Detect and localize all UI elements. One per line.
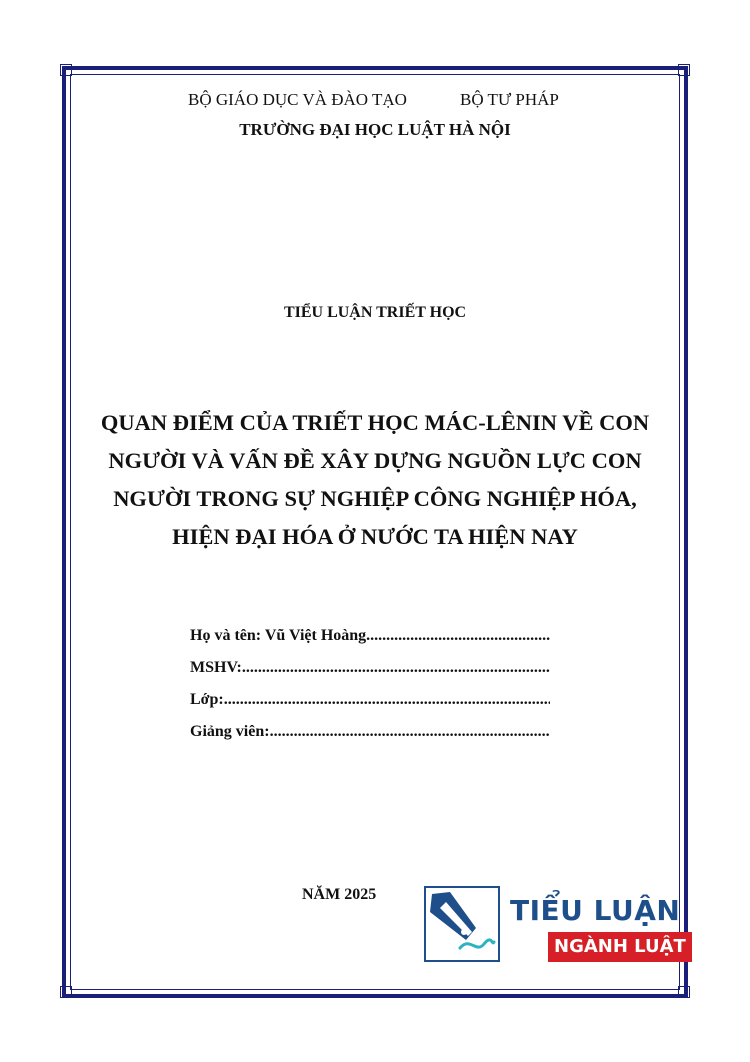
border-corner-ornament [678,986,690,998]
student-id-row [190,652,550,684]
class-row [190,684,550,716]
fill-dots [270,716,550,748]
ministry-education: BỘ GIÁO DỤC VÀ ĐÀO TẠO [188,90,407,109]
year-label: NĂM 2025 [302,886,377,903]
lecturer-row [190,716,550,748]
fill-dots [242,652,550,684]
fill-dots [224,684,550,716]
class-label: Lớp: [190,691,224,708]
student-name-label: Họ và tên: Vũ Việt Hoàng [190,627,367,644]
student-id-label: MSHV: [190,659,242,676]
pen-nib-icon [424,886,500,962]
logo-line1: TIỂU LUẬN [510,894,681,927]
title-line: NGƯỜI TRONG SỰ NGHIỆP CÔNG NGHIỆP HÓA, [113,486,637,511]
border-corner-ornament [60,986,72,998]
ministry-justice: BỘ TƯ PHÁP [460,90,559,109]
university-name: TRƯỜNG ĐẠI HỌC LUẬT HÀ NỘI [239,120,511,139]
student-info [190,620,550,748]
title-line: NGƯỜI VÀ VẤN ĐỀ XÂY DỰNG NGUỒN LỰC CON [108,448,642,473]
fill-dots [366,620,550,652]
logo-line2: NGÀNH LUẬT [548,932,692,962]
essay-title [70,404,680,556]
border-corner-ornament [60,64,72,76]
essay-type: TIỂU LUẬN TRIẾT HỌC [283,304,467,321]
student-name-row [190,620,550,652]
title-line: QUAN ĐIỂM CỦA TRIẾT HỌC MÁC-LÊNIN VỀ CON [100,410,650,435]
lecturer-label: Giảng viên: [190,723,270,740]
site-logo [424,886,686,966]
border-corner-ornament [678,64,690,76]
title-line: HIỆN ĐẠI HÓA Ở NƯỚC TA HIỆN NAY [172,524,578,549]
